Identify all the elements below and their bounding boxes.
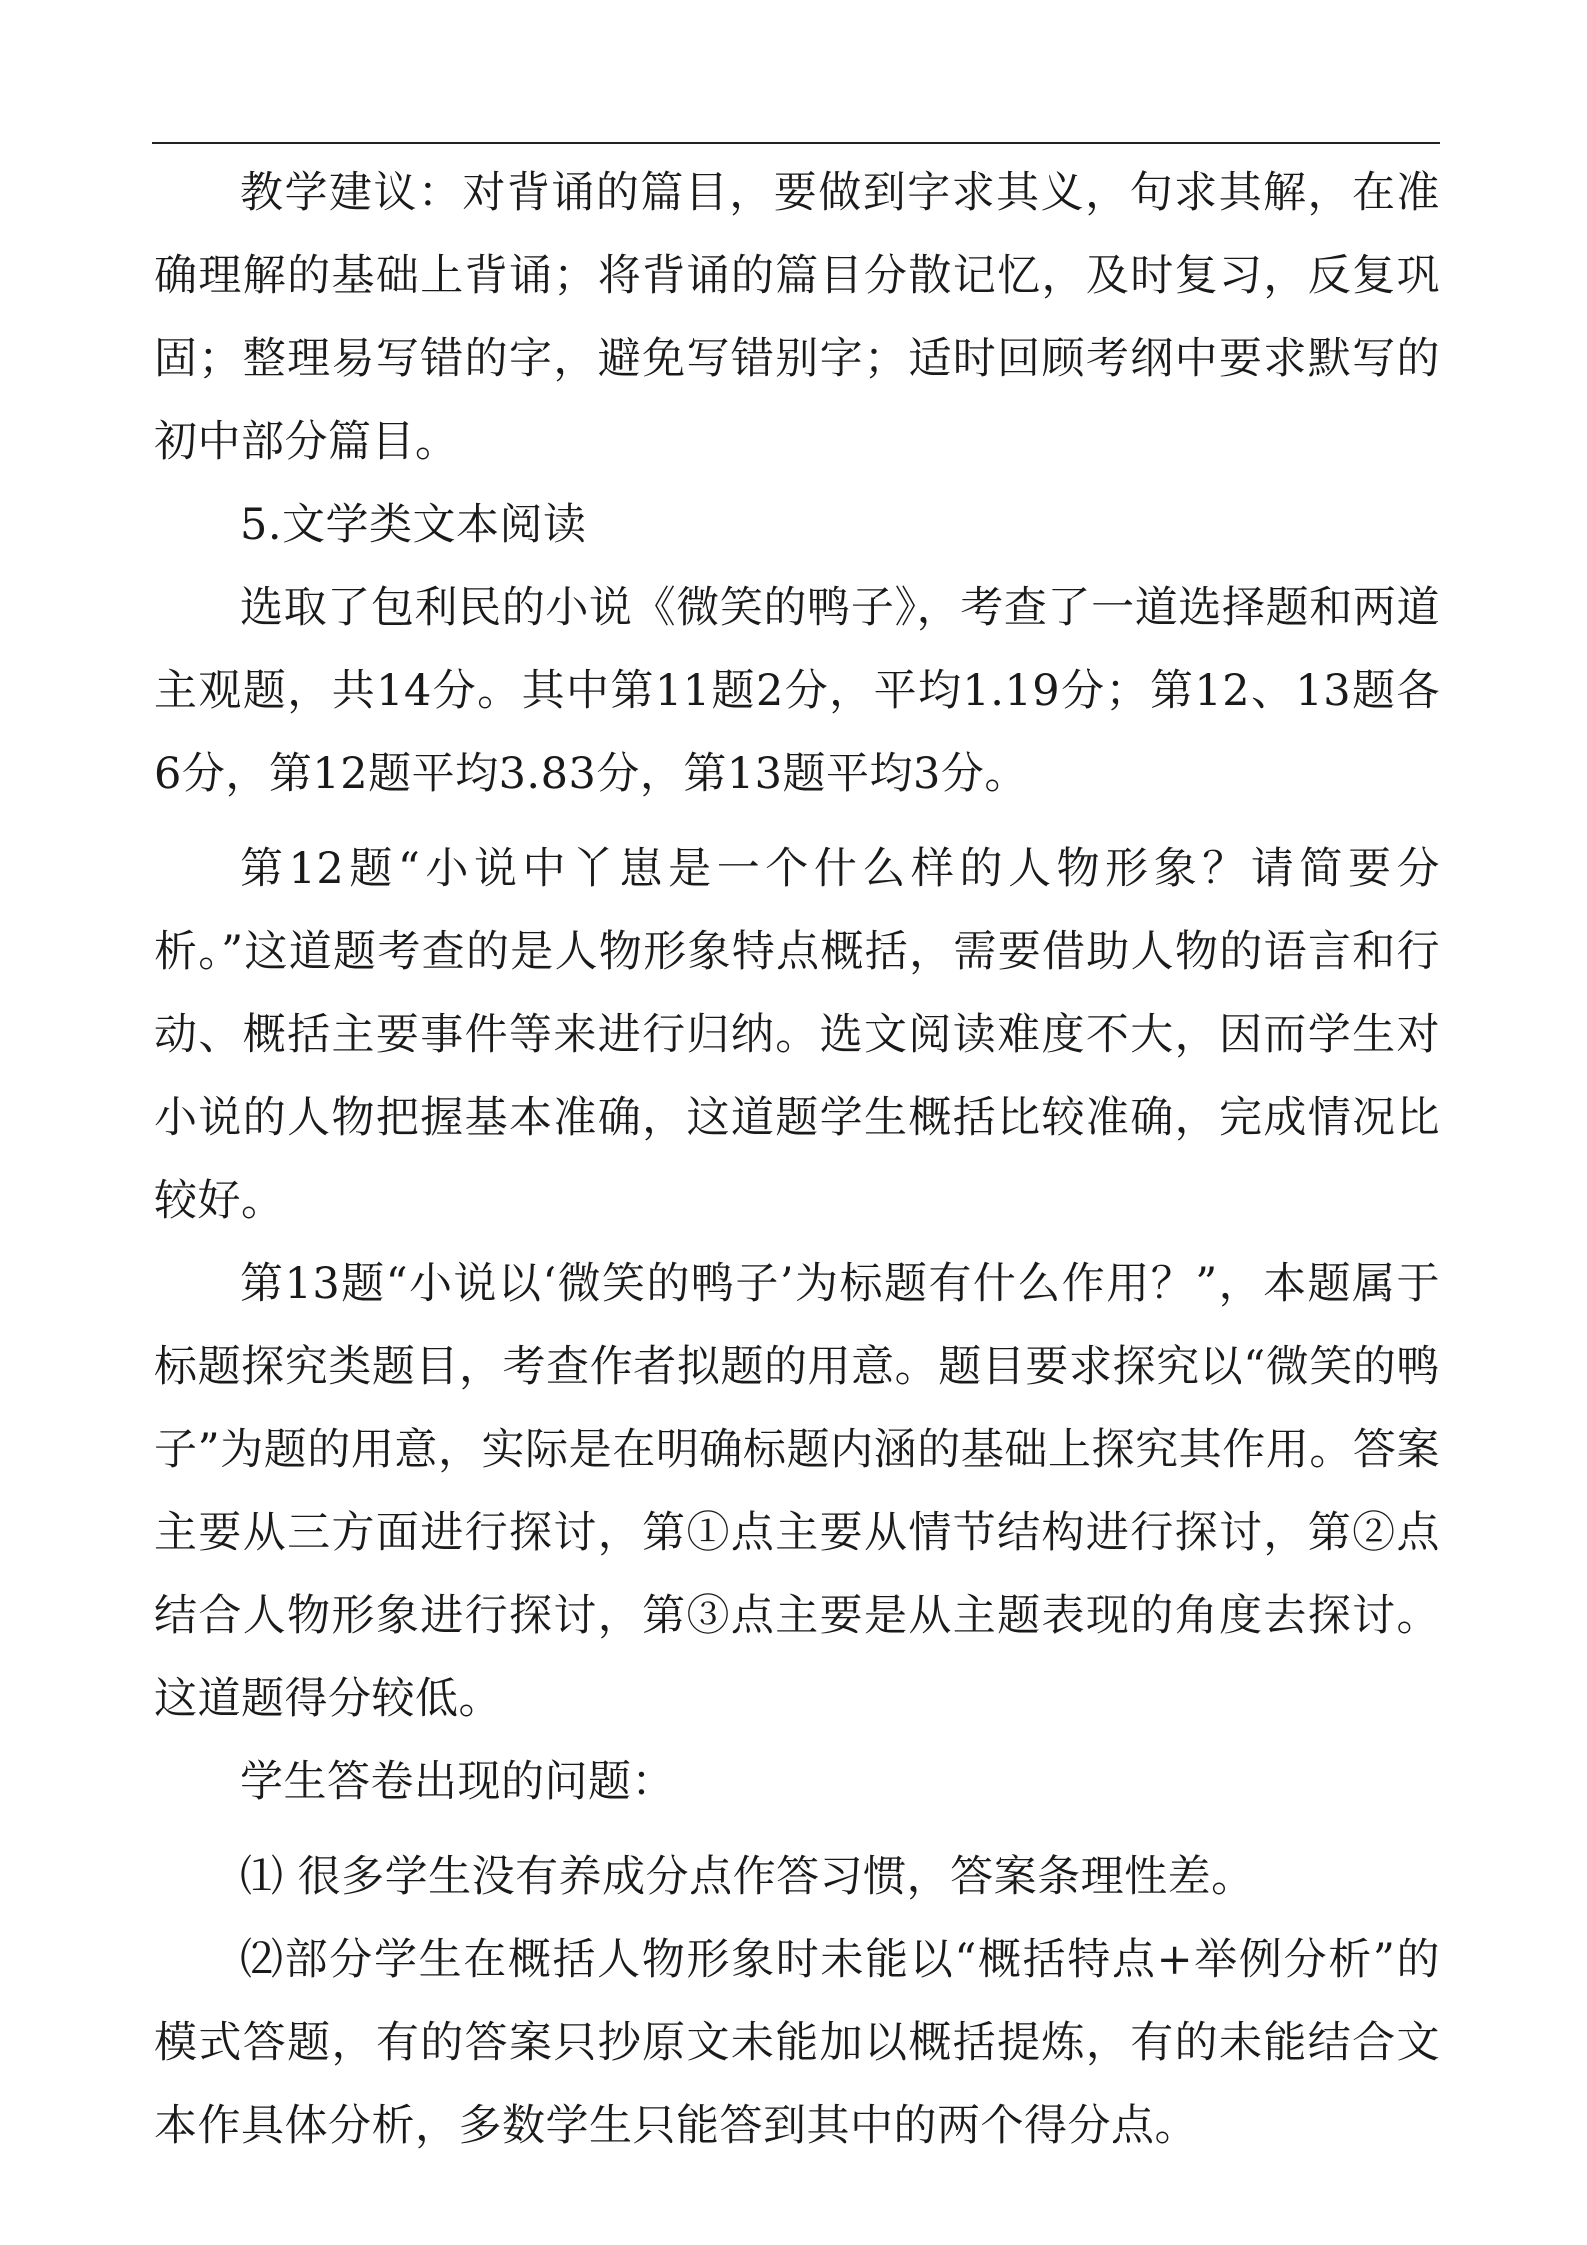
paragraph-question-12: 第12题“小说中丫崽是一个什么样的人物形象？请简要分析。”这道题考查的是人物形象特点概括，需要借助人物的语言和行动、概括主要事件等来进行归纳。选文阅读难度不大，因而学生对小说的人物把握基本准确，这道题学生概括比较准确，完成情况比较好。 bbox=[154, 844, 1440, 1226]
section-heading-literary-reading: 5.文学类文本阅读 bbox=[240, 500, 587, 550]
paragraph-problems-heading: 学生答卷出现的问题： bbox=[240, 1757, 675, 1807]
header-rule bbox=[152, 142, 1440, 144]
paragraph-gap bbox=[154, 1824, 1440, 1836]
paragraph-gap bbox=[154, 816, 1440, 828]
paragraph-teaching-advice: 教学建议：对背诵的篇目，要做到字求其义，句求其解，在准确理解的基础上背诵；将背诵的篇目分散记忆，及时复习，反复巩固；整理易写错的字，避免写错别字；适时回顾考纲中要求默写的初中部分篇目。 bbox=[154, 168, 1440, 467]
paragraph-question-13: 第13题“小说以‘微笑的鸭子’为标题有什么作用？”，本题属于标题探究类题目，考查作者拟题的用意。题目要求探究以“微笑的鸭子”为题的用意，实际是在明确标题内涵的基础上探究其作用。答案主要从三方面进行探讨，第①点主要从情节结构进行探讨，第②点结合人物形象进行探讨，第③点主要是从主题表现的角度去探讨。这道题得分较低。 bbox=[154, 1259, 1440, 1724]
paragraph-exam-overview: 选取了包利民的小说《微笑的鸭子》，考查了一道选择题和两道主观题，共14分。其中第11题2分，平均1.19分；第12、13题各6分，第12题平均3.83分，第13题平均3分。 bbox=[154, 583, 1440, 799]
paragraph-problem-2: ⑵部分学生在概括人物形象时未能以“概括特点+举例分析”的模式答题，有的答案只抄原文未能加以概括提炼，有的未能结合文本作具体分析，多数学生只能答到其中的两个得分点。 bbox=[154, 1935, 1440, 2151]
paragraph-problem-1: ⑴ 很多学生没有养成分点作答习惯，答案条理性差。 bbox=[240, 1852, 1255, 1902]
document-body bbox=[154, 152, 1440, 2168]
